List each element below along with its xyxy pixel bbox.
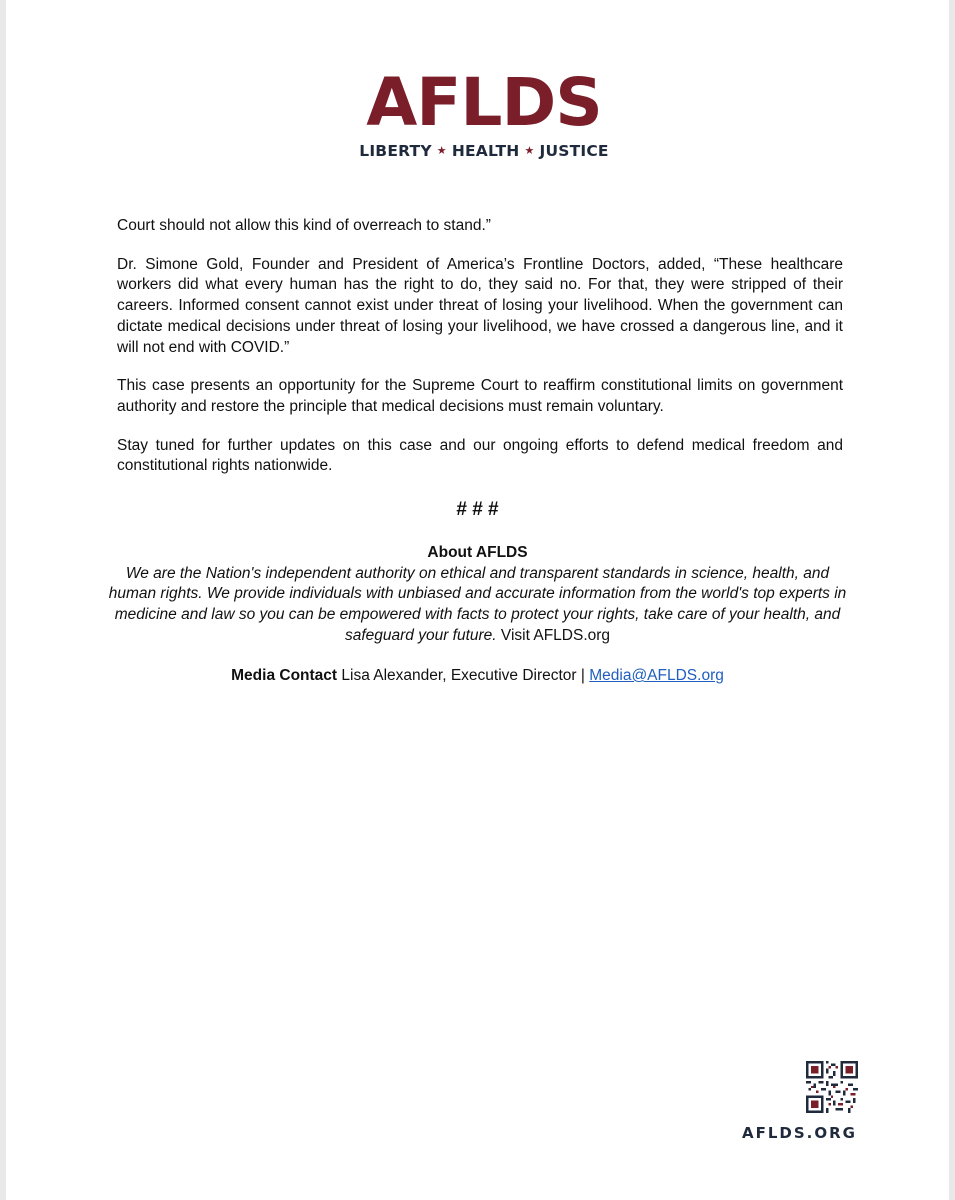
media-email-link[interactable]: Media@AFLDS.org [589, 667, 724, 684]
paragraph-4: Stay tuned for further updates on this case and our ongoing efforts to defend medical freedom and constitutional rights nationwide. [117, 436, 843, 475]
end-marker: # # # [456, 499, 499, 520]
logo-wordmark: AFLDS [366, 64, 602, 141]
tagline-justice: JUSTICE [539, 142, 609, 160]
about-visit: Visit AFLDS.org [496, 626, 611, 644]
media-contact-person: Lisa Alexander, Executive Director | [337, 667, 590, 684]
aflds-logo [354, 64, 614, 160]
about-heading: About AFLDS [427, 544, 528, 561]
logo-tagline [354, 142, 614, 160]
star-icon: ★ [436, 144, 447, 157]
document-page [6, 0, 949, 1200]
star-icon: ★ [524, 144, 535, 157]
media-contact [6, 666, 949, 687]
press-release-body [117, 216, 843, 495]
tagline-liberty: LIBERTY [359, 142, 432, 160]
footer-website: AFLDS.ORG [742, 1124, 857, 1142]
qr-code-icon [806, 1061, 858, 1113]
paragraph-1: Court should not allow this kind of overreach to stand.” [117, 217, 491, 234]
about-section [106, 543, 849, 647]
tagline-health: HEALTH [451, 142, 520, 160]
paragraph-3: This case presents an opportunity for the Supreme Court to reaffirm constitutional limits on government authority and restore the principle that medical decisions must remain voluntary. [117, 377, 843, 415]
about-body: We are the Nation's independent authority on ethical and transparent standards in science, health, and human rights. We provide individuals with unbiased and accurate information from the world's top experts in medicine and law so you can be empowered with facts to protect your rights, take care of your health, and safeguard your future. [108, 564, 847, 644]
paragraph-2: Dr. Simone Gold, Founder and President of America’s Frontline Doctors, added, “These healthcare workers did what every human has the right to do, they said no. For that, they were stripped of their careers. Informed consent cannot exist under threat of losing your livelihood. When the government can dictate medical decisions under threat of losing your livelihood, we have crossed a dangerous line, and it will not end with COVID.” [117, 255, 843, 356]
media-contact-label: Media Contact [231, 667, 338, 684]
